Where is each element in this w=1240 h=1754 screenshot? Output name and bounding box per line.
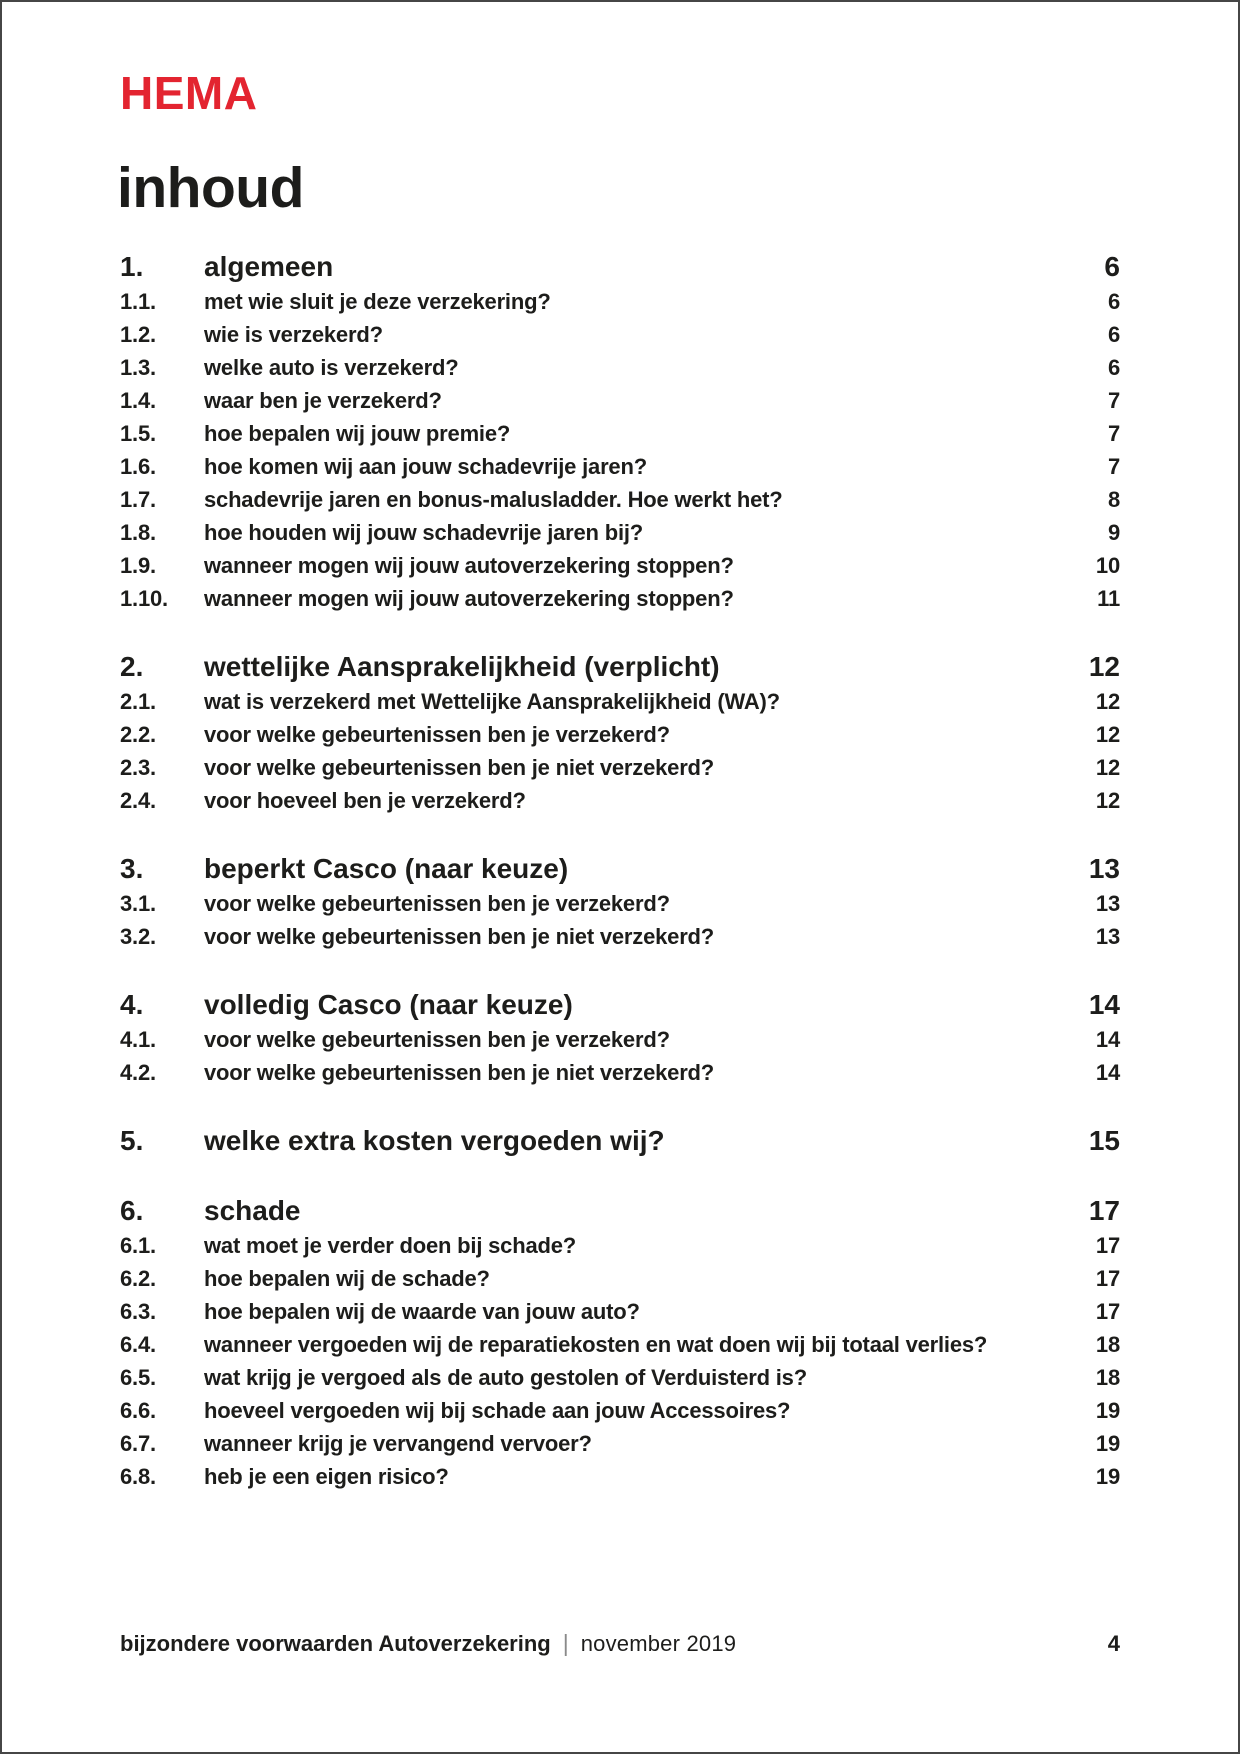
footer [120, 1629, 1120, 1658]
toc-entry[interactable] [120, 450, 1120, 483]
entry-title: waar ben je verzekerd? [204, 388, 442, 413]
entry-page: 18 [1095, 1332, 1120, 1357]
toc-entry[interactable] [120, 1361, 1120, 1394]
section-title: beperkt Casco (naar keuze) [204, 853, 569, 884]
entry-page: 13 [1095, 924, 1120, 949]
toc-entry[interactable] [120, 549, 1120, 582]
toc-entry[interactable] [120, 1262, 1120, 1295]
toc-entry[interactable] [120, 285, 1120, 318]
entry-number: 6.8. [120, 1464, 156, 1489]
section-title: volledig Casco (naar keuze) [204, 989, 573, 1020]
entry-title: voor welke gebeurtenissen ben je niet verzekerd? [204, 924, 715, 949]
toc-entry[interactable] [120, 1394, 1120, 1427]
toc-entry[interactable] [120, 1023, 1120, 1056]
toc-entry[interactable] [120, 685, 1120, 718]
entry-title: wat moet je verder doen bij schade? [204, 1233, 576, 1258]
section-page: 12 [1088, 651, 1120, 682]
toc-entry[interactable] [120, 784, 1120, 817]
entry-title: met wie sluit je deze verzekering? [204, 289, 551, 314]
entry-number: 1.6. [120, 454, 156, 479]
toc-entry[interactable] [120, 1460, 1120, 1493]
toc-section-heading[interactable] [120, 249, 1120, 285]
section-number: 2. [120, 651, 144, 682]
entry-number: 2.1. [120, 689, 156, 714]
toc-entry[interactable] [120, 1295, 1120, 1328]
toc-entry[interactable] [120, 920, 1120, 953]
footer-page-number: 4 [1107, 1631, 1120, 1656]
entry-number: 6.4. [120, 1332, 156, 1357]
entry-number: 1.10. [120, 586, 168, 611]
toc-section-heading[interactable] [120, 649, 1120, 685]
entry-number: 3.2. [120, 924, 156, 949]
entry-number: 6.2. [120, 1266, 156, 1291]
entry-page: 19 [1095, 1464, 1120, 1489]
toc-entry[interactable] [120, 1229, 1120, 1262]
section-title: welke extra kosten vergoeden wij? [204, 1125, 665, 1156]
entry-title: voor welke gebeurtenissen ben je verzekerd? [204, 891, 670, 916]
toc-section [120, 249, 1120, 615]
entry-page: 12 [1095, 755, 1120, 780]
toc-entry[interactable] [120, 751, 1120, 784]
entry-number: 1.1. [120, 289, 156, 314]
toc-section-heading[interactable] [120, 1193, 1120, 1229]
entry-title: wanneer mogen wij jouw autoverzekering stoppen? [204, 586, 734, 611]
toc-entry[interactable] [120, 351, 1120, 384]
section-title: wettelijke Aansprakelijkheid (verplicht) [204, 651, 720, 682]
entry-title: hoe bepalen wij de waarde van jouw auto? [204, 1299, 640, 1324]
entry-title: hoeveel vergoeden wij bij schade aan jouw Accessoires? [204, 1398, 791, 1423]
toc [120, 249, 1120, 1493]
entry-page: 19 [1095, 1398, 1120, 1423]
entry-number: 4.2. [120, 1060, 156, 1085]
toc-entry[interactable] [120, 417, 1120, 450]
toc-entry[interactable] [120, 483, 1120, 516]
entry-page: 7 [1107, 421, 1120, 446]
entry-number: 2.3. [120, 755, 156, 780]
entry-title: wanneer krijg je vervangend vervoer? [204, 1431, 592, 1456]
entry-title: wanneer vergoeden wij de reparatiekosten en wat doen wij bij totaal verlies? [204, 1332, 988, 1357]
entry-number: 1.8. [120, 520, 156, 545]
entry-page: 8 [1107, 487, 1120, 512]
entry-title: hoe bepalen wij de schade? [204, 1266, 490, 1291]
entry-number: 1.2. [120, 322, 156, 347]
toc-entry[interactable] [120, 1056, 1120, 1089]
entry-number: 6.6. [120, 1398, 156, 1423]
toc-entry[interactable] [120, 887, 1120, 920]
entry-page: 7 [1107, 454, 1120, 479]
entry-number: 2.2. [120, 722, 156, 747]
toc-section-heading[interactable] [120, 987, 1120, 1023]
entry-number: 3.1. [120, 891, 156, 916]
entry-page: 17 [1095, 1233, 1120, 1258]
footer-separator: | [562, 1630, 569, 1656]
entry-title: voor welke gebeurtenissen ben je verzekerd? [204, 1027, 670, 1052]
entry-title: voor welke gebeurtenissen ben je verzekerd? [204, 722, 670, 747]
toc-section-heading[interactable] [120, 1123, 1120, 1159]
entry-number: 1.9. [120, 553, 156, 578]
entry-title: voor welke gebeurtenissen ben je niet verzekerd? [204, 1060, 715, 1085]
toc-entry[interactable] [120, 582, 1120, 615]
entry-title: wie is verzekerd? [204, 322, 383, 347]
toc-entry[interactable] [120, 516, 1120, 549]
entry-title: voor welke gebeurtenissen ben je niet verzekerd? [204, 755, 715, 780]
entry-title: heb je een eigen risico? [204, 1464, 449, 1489]
entry-title: welke auto is verzekerd? [204, 355, 459, 380]
toc-section [120, 1193, 1120, 1493]
entry-page: 17 [1095, 1266, 1120, 1291]
section-title: algemeen [204, 251, 334, 282]
entry-page: 13 [1095, 891, 1120, 916]
entry-page: 18 [1095, 1365, 1120, 1390]
entry-page: 11 [1097, 586, 1120, 611]
entry-page: 6 [1107, 322, 1120, 347]
entry-title: schadevrije jaren en bonus-malusladder. Hoe werkt het? [204, 487, 783, 512]
section-number: 5. [120, 1125, 144, 1156]
entry-page: 12 [1095, 689, 1120, 714]
entry-number: 4.1. [120, 1027, 156, 1052]
entry-page: 17 [1095, 1299, 1120, 1324]
entry-number: 1.5. [120, 421, 156, 446]
entry-number: 6.5. [120, 1365, 156, 1390]
entry-number: 6.3. [120, 1299, 156, 1324]
page-title: inhoud [117, 156, 304, 220]
hema-logo: HEMA [120, 67, 258, 119]
toc-section [120, 1123, 1120, 1159]
toc-section [120, 987, 1120, 1089]
toc-section [120, 649, 1120, 817]
entry-page: 7 [1107, 388, 1120, 413]
toc-entry[interactable] [120, 384, 1120, 417]
toc-entry[interactable] [120, 1427, 1120, 1460]
entry-number: 1.4. [120, 388, 156, 413]
toc-entry[interactable] [120, 1328, 1120, 1361]
entry-title: wat is verzekerd met Wettelijke Aansprakelijkheid (WA)? [204, 689, 780, 714]
section-page: 15 [1088, 1125, 1120, 1156]
entry-title: wanneer mogen wij jouw autoverzekering stoppen? [204, 553, 734, 578]
entry-title: hoe komen wij aan jouw schadevrije jaren? [204, 454, 647, 479]
entry-page: 12 [1095, 722, 1120, 747]
section-number: 1. [120, 251, 144, 282]
footer-date: november 2019 [580, 1631, 737, 1656]
section-number: 4. [120, 989, 144, 1020]
section-title: schade [204, 1195, 301, 1226]
section-page: 14 [1088, 989, 1120, 1020]
entry-page: 14 [1095, 1060, 1120, 1085]
section-page: 17 [1088, 1195, 1120, 1226]
toc-entry[interactable] [120, 718, 1120, 751]
entry-number: 6.1. [120, 1233, 156, 1258]
entry-number: 1.3. [120, 355, 156, 380]
toc-section [120, 851, 1120, 953]
entry-page: 6 [1107, 289, 1120, 314]
entry-page: 12 [1095, 788, 1120, 813]
section-number: 6. [120, 1195, 144, 1226]
entry-page: 9 [1107, 520, 1120, 545]
entry-title: wat krijg je vergoed als de auto gestolen of Verduisterd is? [204, 1365, 807, 1390]
toc-section-heading[interactable] [120, 851, 1120, 887]
entry-title: voor hoeveel ben je verzekerd? [204, 788, 526, 813]
section-number: 3. [120, 853, 144, 884]
entry-page: 19 [1095, 1431, 1120, 1456]
entry-number: 2.4. [120, 788, 156, 813]
entry-number: 1.7. [120, 487, 156, 512]
toc-entry[interactable] [120, 318, 1120, 351]
entry-page: 10 [1095, 553, 1120, 578]
entry-title: hoe houden wij jouw schadevrije jaren bij? [204, 520, 644, 545]
entry-page: 6 [1107, 355, 1120, 380]
entry-title: hoe bepalen wij jouw premie? [204, 421, 511, 446]
section-page: 13 [1088, 853, 1120, 884]
entry-page: 14 [1095, 1027, 1120, 1052]
entry-number: 6.7. [120, 1431, 156, 1456]
footer-doc-title: bijzondere voorwaarden Autoverzekering [120, 1631, 551, 1656]
section-page: 6 [1104, 251, 1120, 282]
